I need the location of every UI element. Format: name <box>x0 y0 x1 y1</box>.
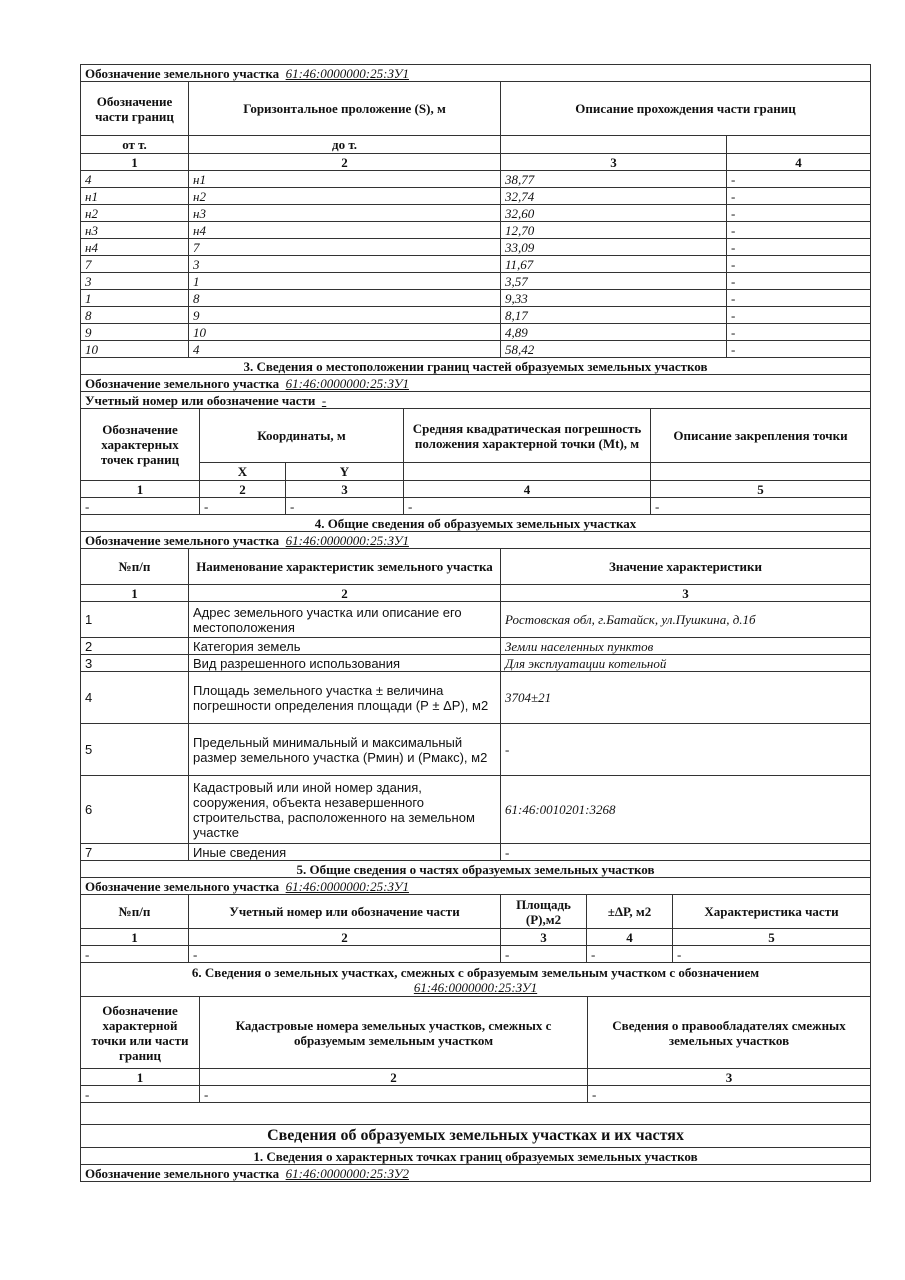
table-row <box>81 776 871 844</box>
table-cell: 7 <box>189 239 501 256</box>
table-cell: 1 <box>189 273 501 290</box>
table-cell: 7 <box>81 844 189 861</box>
table-cell: 1 <box>81 602 189 638</box>
table-cell: 1 <box>81 290 189 307</box>
table-row <box>81 672 871 724</box>
table-row <box>81 290 871 307</box>
table-row <box>81 307 871 324</box>
table-cell: 61:46:0010201:3268 <box>501 776 871 844</box>
table-row <box>81 341 871 358</box>
table-cell: 10 <box>81 341 189 358</box>
table-cell: н4 <box>81 239 189 256</box>
table-cell: 3,57 <box>501 273 727 290</box>
table-cell: 3 <box>81 655 189 672</box>
table-cell: 4 <box>81 672 189 724</box>
table-row <box>81 222 871 239</box>
table-cell: Ростовская обл, г.Батайск, ул.Пушкина, д.1б <box>501 602 871 638</box>
table-cell: - <box>727 188 871 205</box>
table-row: - - - - - <box>81 946 871 963</box>
table-cell: - <box>727 290 871 307</box>
table-cell: 8,17 <box>501 307 727 324</box>
table-row <box>81 655 871 672</box>
table-row <box>81 844 871 861</box>
col-number: №п/п <box>81 549 189 585</box>
col-num: 2 <box>189 154 501 171</box>
table-cell: 7 <box>81 256 189 273</box>
table-cell: Для эксплуатации котельной <box>501 655 871 672</box>
table-cell: 33,09 <box>501 239 727 256</box>
table-cell: - <box>727 171 871 188</box>
section-3-title: 3. Сведения о местоположении границ частей образуемых земельных участков <box>81 358 871 375</box>
col-description: Описание прохождения части границ <box>501 82 871 136</box>
table-cell: н3 <box>81 222 189 239</box>
section-5-table: Обозначение земельного участка 61:46:0000000:25:ЗУ1 №п/п Учетный номер или обозначение части Площадь (Р),м2 ±ΔР, м2 Характеристика части 1 2 3 4 5 - - - - - 6. Сведения о земельных участках, смежных с образуемым земельным участком с обозначением 61:46:0000000:25:ЗУ1 <box>80 877 871 997</box>
col-characteristic-value: Значение характеристики <box>501 549 871 585</box>
footer-heading: Сведения об образуемых земельных участках и их частях <box>81 1125 871 1148</box>
table-cell: - <box>727 324 871 341</box>
table-cell: Иные сведения <box>189 844 501 861</box>
col-num: 3 <box>501 154 727 171</box>
table-cell: 3 <box>81 273 189 290</box>
table-row <box>81 273 871 290</box>
section-6-table: Обозначение характерной точки или части границ Кадастровые номера земельных участков, смежных с образуемым земельным участком Сведения о правообладателях смежных земельных участков 1 2 3 - - - Сведения об образуемых земельных участках и их частях 1. Сведения о характерных точках границ образуемых земельных участков Обозначение земельного участка 61:46:0000000:25:ЗУ2 <box>80 996 871 1182</box>
table-cell: Земли населенных пунктов <box>501 638 871 655</box>
table-cell: 32,74 <box>501 188 727 205</box>
table-cell: н1 <box>81 188 189 205</box>
table-cell: - <box>727 273 871 290</box>
table-row: - - - - - <box>81 498 871 515</box>
table-cell: 9,33 <box>501 290 727 307</box>
table-cell: 10 <box>189 324 501 341</box>
section-5-title: 5. Общие сведения о частях образуемых земельных участков <box>81 861 871 878</box>
col-x: X <box>200 463 286 481</box>
col-num: 4 <box>727 154 871 171</box>
parcel-designation-row: Обозначение земельного участка 61:46:0000000:25:ЗУ1 <box>81 65 871 82</box>
table-row <box>81 256 871 273</box>
table-cell: 12,70 <box>501 222 727 239</box>
table-cell: 3704±21 <box>501 672 871 724</box>
table-cell: 6 <box>81 776 189 844</box>
table-cell: 4,89 <box>501 324 727 341</box>
table-cell: 11,67 <box>501 256 727 273</box>
table-row <box>81 188 871 205</box>
table-row <box>81 602 871 638</box>
table-cell: - <box>727 256 871 273</box>
table-row <box>81 205 871 222</box>
table-cell: 32,60 <box>501 205 727 222</box>
table-cell: - <box>501 724 871 776</box>
table-cell: 8 <box>81 307 189 324</box>
col-fixing-description: Описание закрепления точки <box>651 409 871 463</box>
section-3-table: Обозначение земельного участка 61:46:0000000:25:ЗУ1 Учетный номер или обозначение части - Обозначение характерных точек границ Координаты, м Средняя квадратическая погрешность положения характерной точки (Mt), м Описание закрепления точки X Y 1 2 3 4 5 - - - - - 4. Общие сведения об образуемых земельных участках <box>80 374 871 532</box>
section-4-table: Обозначение земельного участка 61:46:0000000:25:ЗУ1 №п/п Наименование характеристик земельного участка Значение характеристики 1 2 3 1 Адрес земельного участка или описание его местоположения Ростовская обл, г.Батайск, ул.Пушкина, д.1б 2 Категория земель Земли населенных пунктов 3 Вид разрешенного использования Для эксплуатации котельной 4 Площадь земельного участка ± величина погрешности определения площади (Р ± ΔР), м2 3704±21 5 Предельный минимальный и максимальный размер земельного участка (Рмин) и (Рмакс), м2 - 6 Кадастровый или иной номер здания, сооружения, объекта незавершенного строительства, расположенного на земельном участке 61:46:0010201:3268 7 Иные сведения - 5. Общие сведения о частях образуемых земельных участков <box>80 531 871 878</box>
table-cell: Вид разрешенного использования <box>189 655 501 672</box>
col-characteristic-name: Наименование характеристик земельного участка <box>189 549 501 585</box>
table-cell: 3 <box>189 256 501 273</box>
table-cell: Кадастровый или иной номер здания, сооружения, объекта незавершенного строительства, расположенного на земельном участке <box>189 776 501 844</box>
table-cell: 8 <box>189 290 501 307</box>
table-row <box>81 638 871 655</box>
col-num: 1 <box>81 154 189 171</box>
table-row: - - - <box>81 1086 871 1103</box>
col-mean-error: Средняя квадратическая погрешность положения характерной точки (Mt), м <box>404 409 651 463</box>
parcel-id: 61:46:0000000:25:ЗУ1 <box>285 65 409 81</box>
table-row <box>81 324 871 341</box>
col-to: до т. <box>189 136 501 154</box>
table-row <box>81 724 871 776</box>
table-cell: н4 <box>189 222 501 239</box>
table-cell: - <box>727 205 871 222</box>
col-horizontal-length: Горизонтальное проложение (S), м <box>189 82 501 136</box>
boundary-parts-table <box>80 64 871 375</box>
table-cell: н2 <box>189 188 501 205</box>
col-point-designation: Обозначение характерных точек границ <box>81 409 200 481</box>
table-cell: Категория земель <box>189 638 501 655</box>
table-row <box>81 171 871 188</box>
table-cell: н2 <box>81 205 189 222</box>
part-number-row: Учетный номер или обозначение части - <box>81 392 871 409</box>
document-page <box>80 64 870 1182</box>
section-4-title: 4. Общие сведения об образуемых земельных участках <box>81 515 871 532</box>
table-cell: - <box>501 844 871 861</box>
col-from: от т. <box>81 136 189 154</box>
table-cell: 4 <box>81 171 189 188</box>
table-cell: н1 <box>189 171 501 188</box>
table-cell: - <box>727 341 871 358</box>
table-cell: - <box>727 239 871 256</box>
table-cell: - <box>727 222 871 239</box>
table-cell: 38,77 <box>501 171 727 188</box>
table-cell: Адрес земельного участка или описание его местоположения <box>189 602 501 638</box>
table-row <box>81 239 871 256</box>
table-cell: 58,42 <box>501 341 727 358</box>
section-6-title: 6. Сведения о земельных участках, смежных с образуемым земельным участком с обозначением 61:46:0000000:25:ЗУ1 <box>81 963 871 997</box>
table-cell: 9 <box>81 324 189 341</box>
table-cell: - <box>727 307 871 324</box>
table-cell: Предельный минимальный и максимальный размер земельного участка (Рмин) и (Рмакс), м2 <box>189 724 501 776</box>
col-part-designation: Обозначение части границ <box>81 82 189 136</box>
table-cell: Площадь земельного участка ± величина погрешности определения площади (Р ± ΔР), м2 <box>189 672 501 724</box>
table-cell: н3 <box>189 205 501 222</box>
footer-subheading: 1. Сведения о характерных точках границ образуемых земельных участков <box>81 1148 871 1165</box>
col-y: Y <box>286 463 404 481</box>
col-coordinates: Координаты, м <box>200 409 404 463</box>
table-cell: 2 <box>81 638 189 655</box>
table-cell: 9 <box>189 307 501 324</box>
table-cell: 4 <box>189 341 501 358</box>
table-cell: 5 <box>81 724 189 776</box>
